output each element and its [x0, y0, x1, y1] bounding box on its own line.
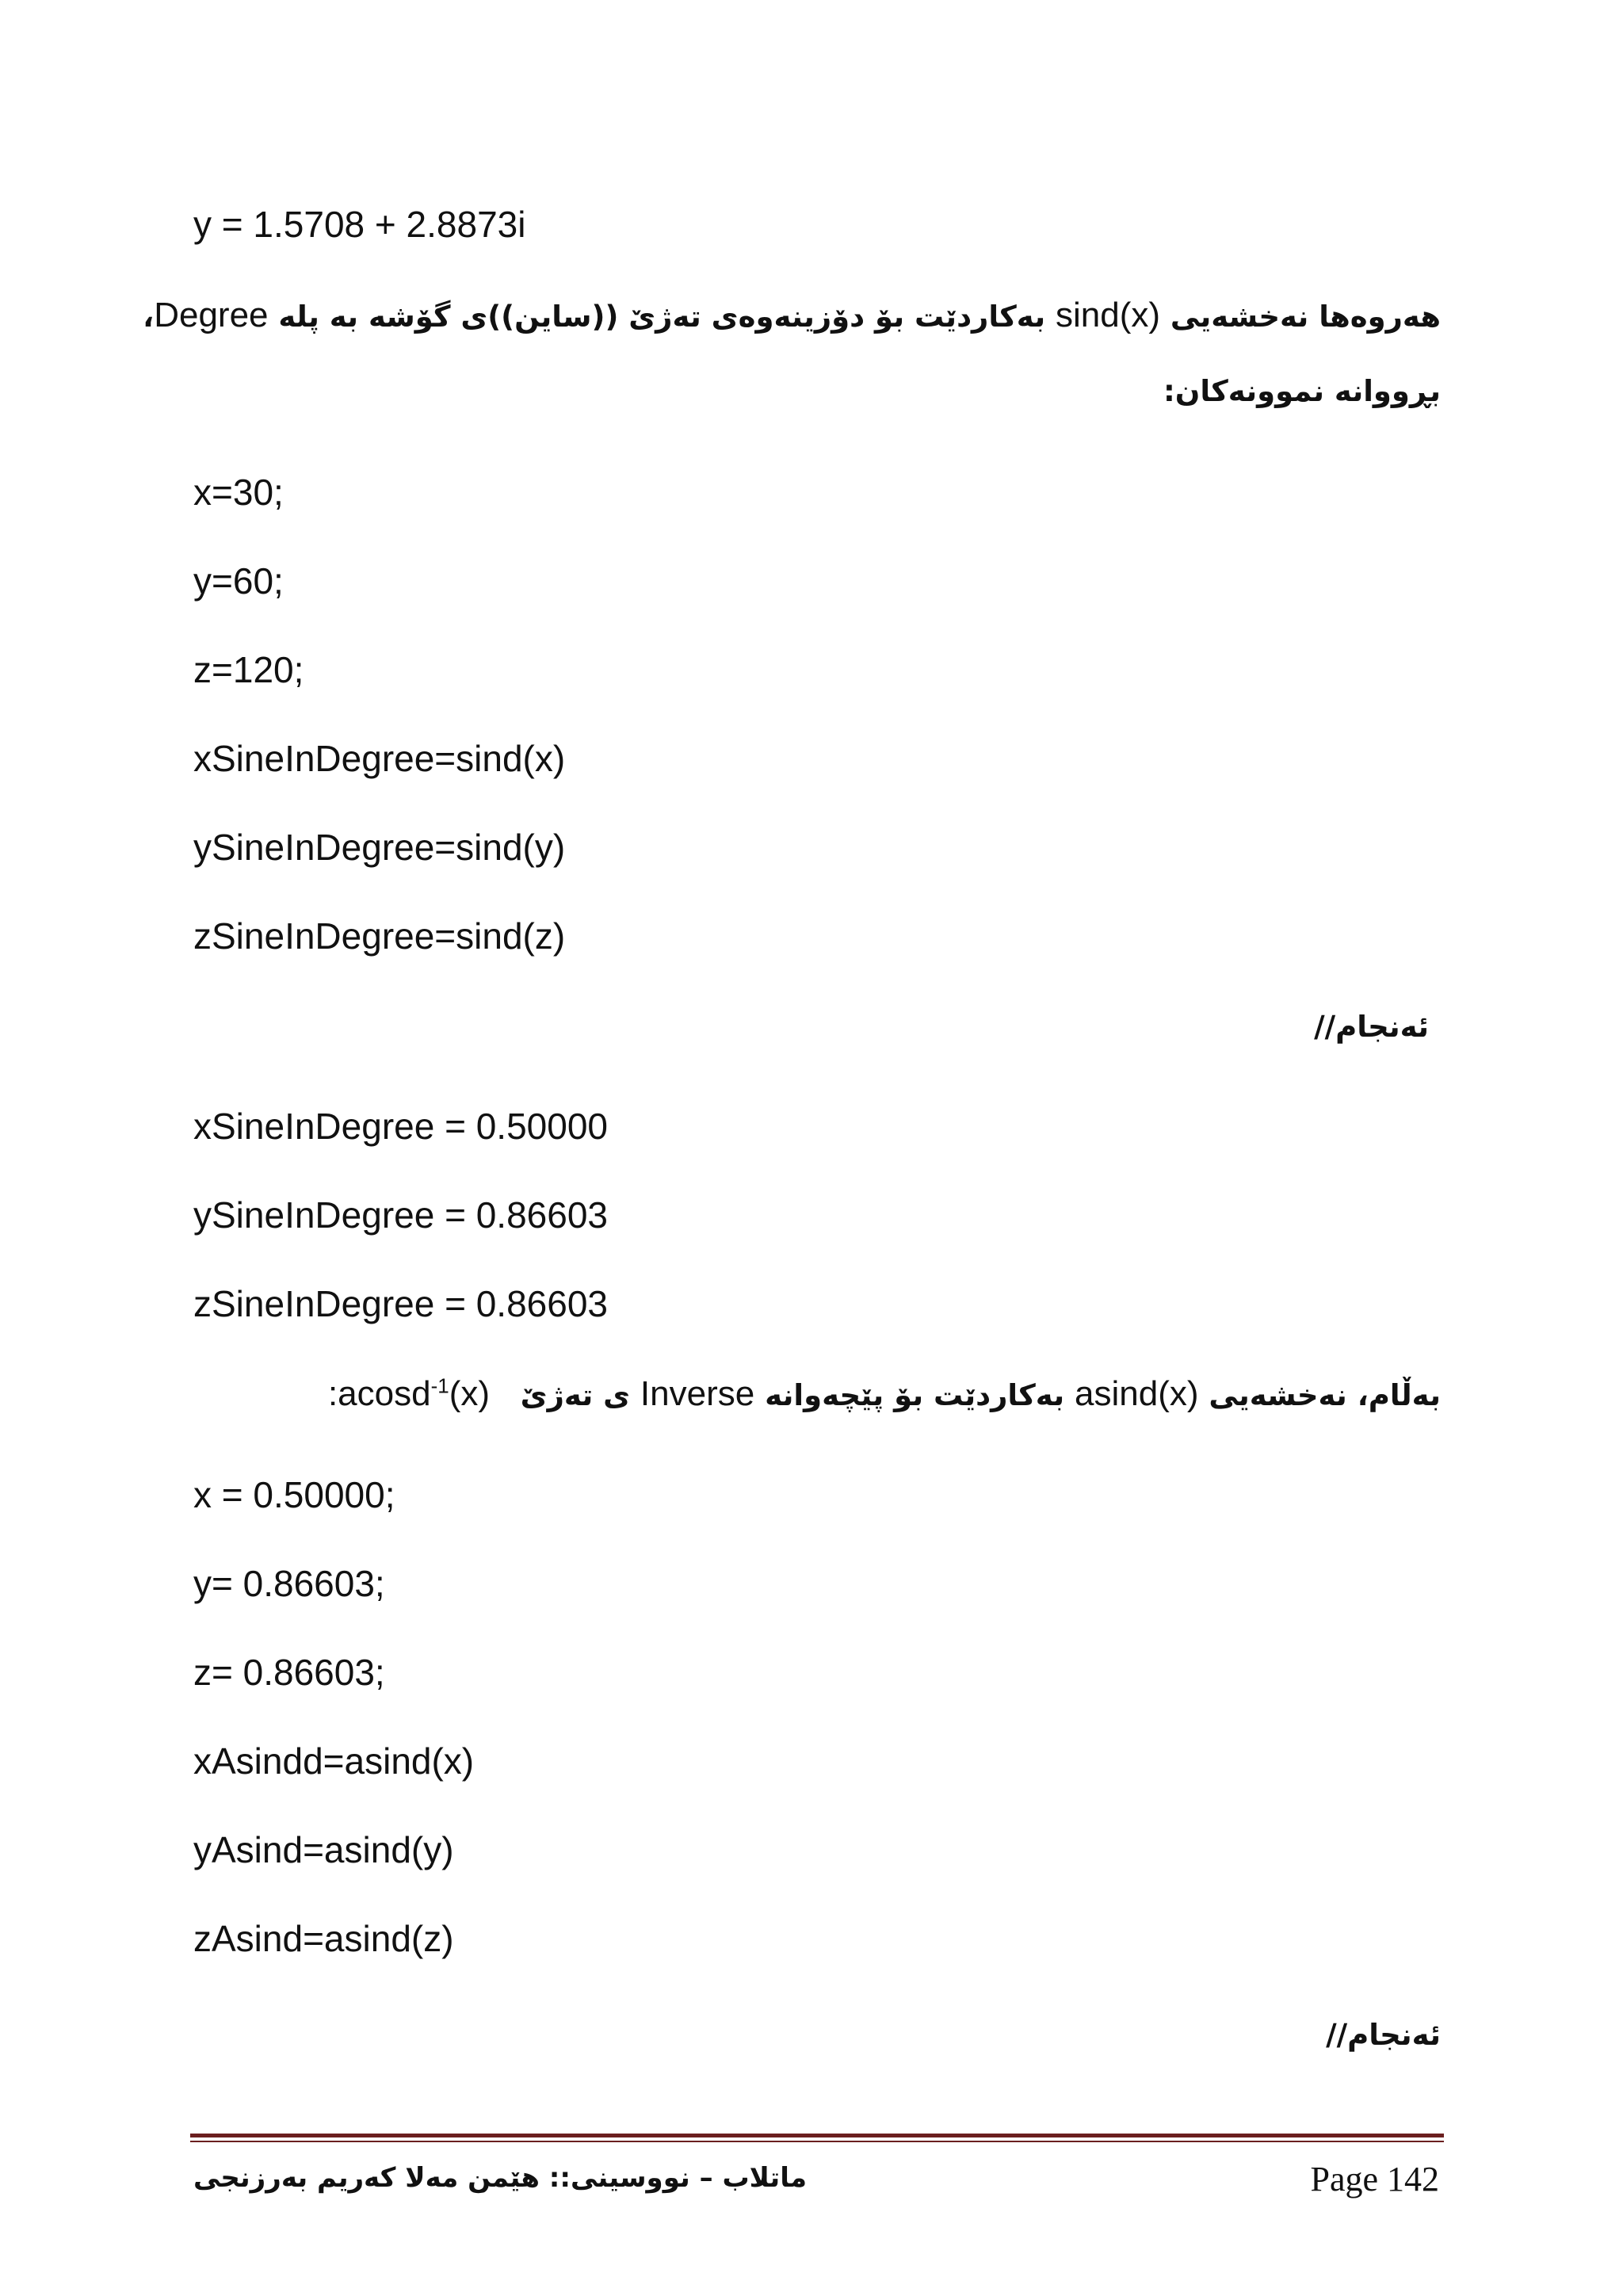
- paragraph-asind: [328, 1373, 1441, 1415]
- code-line: xAsindd=asind(x): [193, 1740, 475, 1782]
- acosd-superscript: -1: [430, 1373, 449, 1398]
- paragraph-sind-text-a: هەروەها نەخشەیی: [1160, 300, 1441, 334]
- asind-function-name: asind(x): [1075, 1374, 1199, 1413]
- code-line: yAsind=asind(y): [193, 1829, 454, 1870]
- result-line: zSineInDegree = 0.86603: [193, 1283, 609, 1324]
- sind-function-name: sind(x): [1056, 296, 1161, 334]
- footer-rule-thin: [190, 2141, 1444, 2142]
- acosd-notation: [328, 1374, 490, 1413]
- code-line: x=30;: [193, 472, 284, 513]
- code-line: xSineInDegree=sind(x): [193, 738, 566, 779]
- result-label: ئەنجام//: [1314, 1010, 1429, 1044]
- footer-rule-thick: [190, 2134, 1444, 2137]
- result-line: ySineInDegree = 0.86603: [193, 1194, 609, 1236]
- code-line: x = 0.50000;: [193, 1474, 395, 1515]
- paragraph-asind-text-b: بەکاردێت بۆ پێچەوانە: [754, 1378, 1075, 1412]
- acosd-name: :acosd: [327, 1374, 431, 1413]
- paragraph-asind-text-a: بەڵام، نەخشەیی: [1198, 1378, 1441, 1412]
- code-line: ySineInDegree=sind(y): [193, 827, 566, 868]
- result-line: xSineInDegree = 0.50000: [193, 1106, 609, 1147]
- code-line: y=60;: [193, 560, 284, 602]
- paragraph-sind-line-1: [143, 295, 1441, 337]
- result-y-line: y = 1.5708 + 2.8873i: [193, 204, 526, 245]
- page-number: Page 142: [1310, 2160, 1439, 2199]
- inverse-word: Inverse: [640, 1374, 755, 1413]
- code-line: zSineInDegree=sind(z): [193, 915, 566, 957]
- paragraph-sind-text-b: بەکاردێت بۆ دۆزینەوەی تەژێ ((ساین))ی گۆشە بە پلە: [268, 300, 1056, 334]
- paragraph-asind-text-c: ی تەژێ: [510, 1378, 640, 1412]
- code-line: zAsind=asind(z): [193, 1918, 454, 1959]
- code-line: z= 0.86603;: [193, 1652, 385, 1693]
- acosd-argument: (x): [449, 1374, 491, 1413]
- result-label: ئەنجام//: [1326, 2018, 1441, 2052]
- degree-word: Degree: [154, 296, 269, 334]
- paragraph-sind-text-c: ،: [143, 300, 155, 334]
- code-line: y= 0.86603;: [193, 1563, 385, 1604]
- paragraph-sind-line-2: بڕووانە نموونەکان:: [1163, 374, 1441, 408]
- code-line: z=120;: [193, 649, 304, 690]
- footer-author: ماتلاب – نووسینی:: هێمن مەلا کەریم بەرزنجی: [193, 2162, 808, 2194]
